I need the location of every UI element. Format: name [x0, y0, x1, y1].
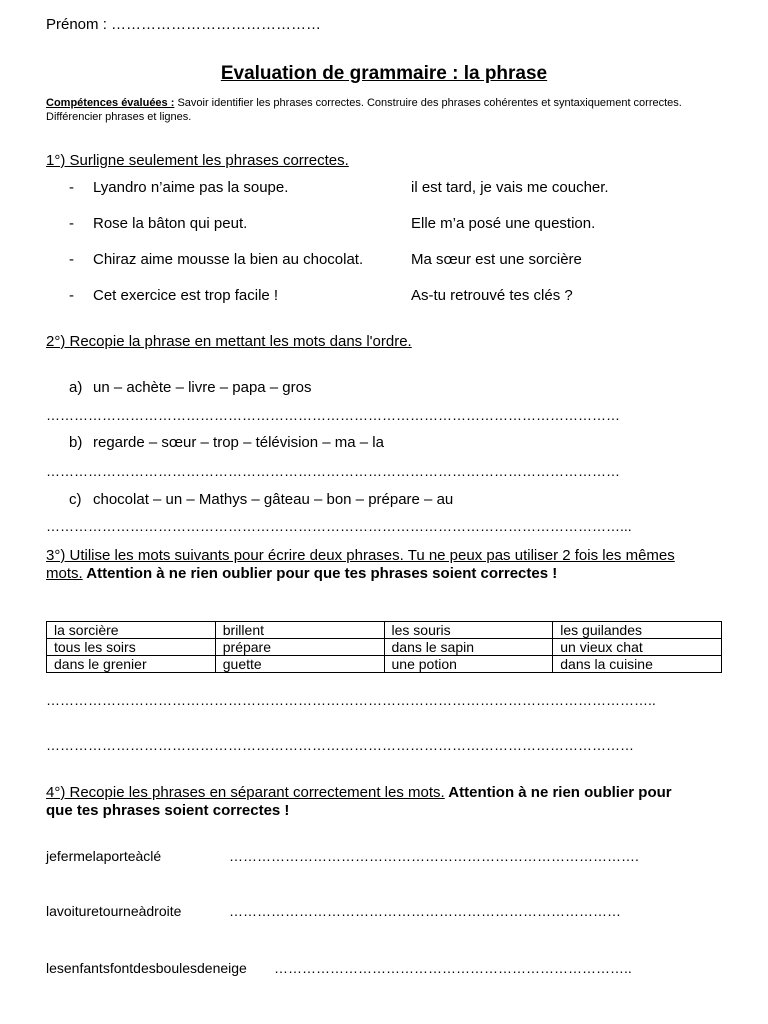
table-cell: une potion — [384, 656, 553, 673]
bullet: - — [69, 179, 74, 196]
ex4-instruction — [46, 784, 672, 820]
ex3-instruction — [46, 547, 675, 583]
ex4-instruction-bold: Attention à ne rien oublier pour — [444, 784, 672, 801]
bullet: - — [69, 251, 74, 268]
table-cell: brillent — [215, 622, 384, 639]
table-cell: guette — [215, 656, 384, 673]
ex2-item-letter: c) — [69, 491, 82, 508]
ex4-joined-sentence: lesenfantsfontdesboulesdeneige — [46, 960, 247, 976]
ex1-left-sentence: Rose la bâton qui peut. — [93, 215, 248, 232]
answer-line: …………………………………………………………………………………………………………… — [46, 407, 620, 423]
ex1-right-sentence: Elle m’a posé une question. — [411, 215, 596, 232]
ex2-item-words: regarde – sœur – trop – télévision – ma – la — [93, 434, 384, 451]
prenom-line: Prénom : …………………………………… — [46, 16, 322, 33]
answer-line: ………………………………………………………………………………………………………………….. — [46, 692, 656, 708]
ex1-instruction: 1°) Surligne seulement les phrases correctes. — [46, 152, 349, 169]
table-row — [47, 656, 722, 673]
table-cell: dans le grenier — [47, 656, 216, 673]
table-cell: tous les soirs — [47, 639, 216, 656]
table-cell: dans le sapin — [384, 639, 553, 656]
word-table — [46, 621, 722, 673]
ex2-item-letter: b) — [69, 434, 83, 451]
ex1-left-sentence: Chiraz aime mousse la bien au chocolat. — [93, 251, 364, 268]
answer-line: ……………………………………………………………………………………………………………... — [46, 518, 632, 534]
table-row — [47, 622, 722, 639]
ex1-left-sentence: Lyandro n’aime pas la soupe. — [93, 179, 289, 196]
table-cell: la sorcière — [47, 622, 216, 639]
ex4-instruction-underlined: 4°) Recopie les phrases en séparant correctement les mots. — [46, 784, 445, 801]
ex4-joined-sentence: jefermelaporteàclé — [46, 848, 162, 864]
table-cell: dans la cuisine — [553, 656, 722, 673]
ex1-right-sentence: il est tard, je vais me coucher. — [411, 179, 609, 196]
bullet: - — [69, 215, 74, 232]
ex3-instruction-part2: mots. — [46, 565, 83, 582]
table-row — [47, 639, 722, 656]
answer-line: …………………………………………………………………………………………………………… — [46, 463, 620, 479]
ex2-item-words: un – achète – livre – papa – gros — [93, 379, 312, 396]
ex3-instruction-bold: Attention à ne rien oublier pour que tes phrases soient correctes ! — [82, 565, 558, 582]
ex1-left-sentence: Cet exercice est trop facile ! — [93, 287, 279, 304]
bullet: - — [69, 287, 74, 304]
table-cell: les souris — [384, 622, 553, 639]
table-cell: un vieux chat — [553, 639, 722, 656]
ex1-right-sentence: Ma sœur est une sorcière — [411, 251, 582, 268]
ex2-item-letter: a) — [69, 379, 83, 396]
competences-text-2: Différencier phrases et lignes. — [46, 111, 192, 123]
table-cell: prépare — [215, 639, 384, 656]
ex2-instruction: 2°) Recopie la phrase en mettant les mots dans l'ordre. — [46, 333, 412, 350]
answer-line: ……………………………………………………………………………. — [229, 848, 639, 864]
answer-line: ……………………………………………………………………………………………………………… — [46, 737, 634, 753]
competences — [46, 96, 682, 124]
answer-line: ………………………………………………………………….. — [274, 960, 632, 976]
competences-label: Compétences évaluées : — [46, 97, 175, 109]
ex4-joined-sentence: lavoituretourneàdroite — [46, 903, 182, 919]
table-cell: les guilandes — [553, 622, 722, 639]
answer-line: ………………………………………………………………………… — [229, 903, 621, 919]
page-title: Evaluation de grammaire : la phrase — [220, 63, 548, 84]
ex2-item-words: chocolat – un – Mathys – gâteau – bon – prépare – au — [93, 491, 454, 508]
ex1-right-sentence: As-tu retrouvé tes clés ? — [411, 287, 573, 304]
competences-text: Savoir identifier les phrases correctes. Construire des phrases cohérentes et syntaxiquement correctes. — [174, 97, 682, 109]
ex4-instruction-bold-2: que tes phrases soient correctes ! — [46, 802, 290, 819]
ex3-instruction-part1: 3°) Utilise les mots suivants pour écrire deux phrases. Tu ne peux pas utiliser 2 fois les mêmes — [46, 547, 675, 564]
